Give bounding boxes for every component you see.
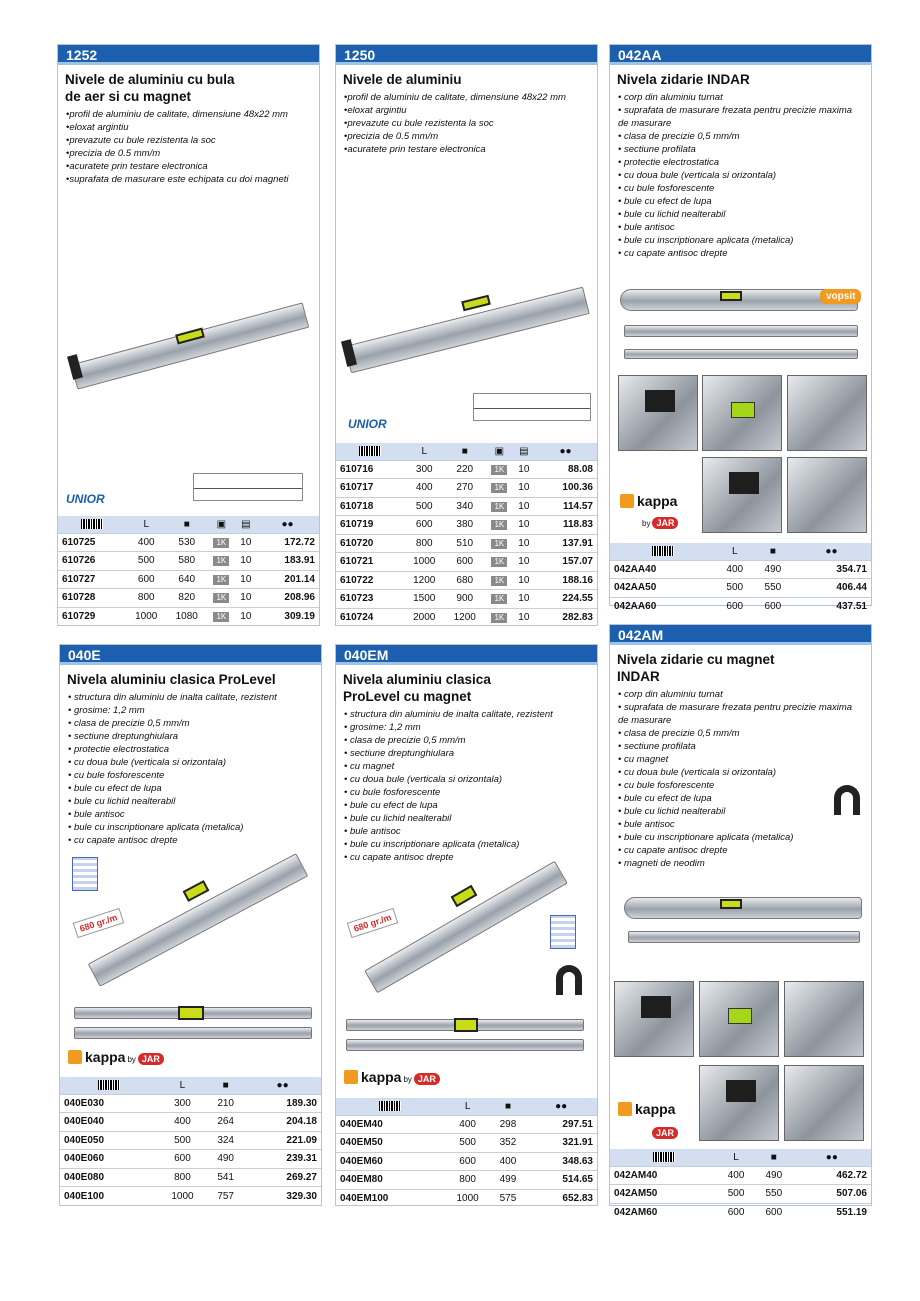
product-card-1252 xyxy=(57,44,320,626)
card-title: Nivela aluminiu clasica ProLevel cu magnet xyxy=(343,672,491,704)
product-card-040EM xyxy=(335,644,598,1206)
table-row: 040EM100 1000 575 652.83 xyxy=(336,1189,597,1208)
spec-table xyxy=(336,443,597,627)
coins-icon: ●● xyxy=(559,445,572,457)
coins-icon: ●● xyxy=(825,1151,838,1163)
package-icon: ▣ xyxy=(494,445,505,457)
table-header: L ■ ▣ ▤ ●● xyxy=(336,443,597,460)
kappa-icon xyxy=(618,1102,632,1116)
card-title: Nivele de aluminiu xyxy=(343,72,462,87)
weight-icon: ■ xyxy=(504,1100,511,1112)
kappa-logo: kappa xyxy=(618,1101,675,1117)
table-row: 042AM50 500 550 507.06 xyxy=(610,1185,871,1204)
spec-table xyxy=(336,1098,597,1208)
barcode-icon xyxy=(653,1152,675,1162)
vial-icon xyxy=(454,1018,478,1032)
spec-table xyxy=(60,1077,321,1205)
table-row: 610726 500 580 1K 10 183.91 xyxy=(58,552,319,571)
detail-photo xyxy=(618,375,698,451)
table-row: 040E100 1000 757 329.30 xyxy=(60,1187,321,1206)
jar-logo: by JAR xyxy=(640,513,678,529)
table-row: 042AA40 400 490 354.71 xyxy=(610,560,871,579)
coins-icon: ●● xyxy=(825,545,838,557)
package-icon: ▣ xyxy=(216,518,227,530)
kappa-logo: kappa by JAR xyxy=(344,1069,440,1085)
table-row: 042AM40 400 490 462.72 xyxy=(610,1166,871,1185)
detail-photo xyxy=(787,375,867,451)
table-header: L ■ ●● xyxy=(336,1098,597,1115)
table-row: 610724 2000 1200 1K 10 282.83 xyxy=(336,608,597,627)
detail-photo xyxy=(699,981,779,1057)
vial-icon xyxy=(178,1006,204,1020)
kappa-icon xyxy=(68,1050,82,1064)
weight-tag: 680 gr./m xyxy=(347,908,399,938)
dimension-diagram xyxy=(473,393,591,421)
table-row: 040E030 300 210 189.30 xyxy=(60,1094,321,1113)
card-title: Nivela zidarie cu magnet INDAR xyxy=(617,652,775,684)
spec-table xyxy=(58,516,319,626)
table-row: 040E060 600 490 239.31 xyxy=(60,1150,321,1169)
weight-icon: ■ xyxy=(183,518,190,530)
table-row: 610725 400 530 1K 10 172.72 xyxy=(58,533,319,552)
box-icon: ▤ xyxy=(519,445,529,457)
product-card-1250 xyxy=(335,44,598,626)
kappa-icon xyxy=(344,1070,358,1084)
spec-table xyxy=(610,1149,871,1222)
table-row: 040EM60 600 400 348.63 xyxy=(336,1152,597,1171)
product-card-042AA xyxy=(609,44,872,612)
kappa-icon xyxy=(620,494,634,508)
table-row: 040E080 800 541 269.27 xyxy=(60,1168,321,1187)
product-card-042AM xyxy=(609,624,872,1218)
barcode-icon xyxy=(81,519,103,529)
table-row: 610722 1200 680 1K 10 188.16 xyxy=(336,571,597,590)
level-image xyxy=(64,295,314,385)
feature-list: • structura din aluminiu de inalta calitate, rezistent • grosime: 1,2 mm • clasa de precizie 0,5 mm/m • sectiune dreptunghiulara • protectie electrostatica • cu doua bule (verticala si orizontala) • cu bule fosforescente • bule cu efect de lupa • bule cu lichid nealterabil • bule antisoc • bule cu inscriptionare aplicata (metalica) • cu capate antisoc drepte xyxy=(68,692,277,846)
feature-list: • corp din aluminiu turnat • suprafata de masurare frezata pentru precizie maxima de masurare • clasa de precizie 0,5 mm/m • sectiune profilata • protectie electrostatica • cu doua bule (verticala si orizontala) • cu bule fosforescente • bule cu efect de lupa • bule cu lichid nealterabil • bule antisoc • bule cu inscriptionare aplicata (metalica) • cu capate antisoc drepte xyxy=(618,92,853,259)
table-row: 040EM40 400 298 297.51 xyxy=(336,1115,597,1134)
card-title: Nivela zidarie INDAR xyxy=(617,72,750,87)
table-row: 610721 1000 600 1K 10 157.07 xyxy=(336,553,597,572)
coins-icon: ●● xyxy=(281,518,294,530)
card-code: 042AA xyxy=(610,45,871,65)
barcode-icon xyxy=(98,1080,120,1090)
unior-logo: UNIOR xyxy=(348,417,387,431)
table-row: 610719 600 380 1K 10 118.83 xyxy=(336,516,597,535)
coins-icon: ●● xyxy=(555,1100,568,1112)
detail-photo xyxy=(784,1065,864,1141)
table-row: 040EM80 800 499 514.65 xyxy=(336,1171,597,1190)
table-row: 040E050 500 324 221.09 xyxy=(60,1131,321,1150)
table-row: 610720 800 510 1K 10 137.91 xyxy=(336,534,597,553)
level-image xyxy=(80,845,320,995)
jar-logo: JAR xyxy=(652,1123,678,1139)
card-title: Nivela aluminiu clasica ProLevel xyxy=(67,672,276,687)
card-code: 040E xyxy=(60,645,321,665)
unior-logo: UNIOR xyxy=(66,492,105,506)
level-bottom-view xyxy=(346,1039,584,1051)
weight-icon: ■ xyxy=(770,1151,777,1163)
table-header: L ■ ●● xyxy=(610,1149,871,1166)
detail-photo xyxy=(702,457,782,533)
level-image xyxy=(340,280,594,380)
box-icon: ▤ xyxy=(241,518,251,530)
table-row: 610717 400 270 1K 10 100.36 xyxy=(336,479,597,498)
detail-photo xyxy=(699,1065,779,1141)
card-code: 040EM xyxy=(336,645,597,665)
table-row: 042AA60 600 600 437.51 xyxy=(610,597,871,616)
table-header: L ■ ▣ ▤ ●● xyxy=(58,516,319,533)
table-row: 040E040 400 264 204.18 xyxy=(60,1113,321,1132)
level-bottom-view xyxy=(74,1027,312,1039)
weight-icon: ■ xyxy=(222,1079,229,1091)
feature-list: • profil de aluminiu de calitate, dimensiune 48x22 mm • eloxat argintiu • prevazute cu bule rezistenta la soc • precizia de 0.5 mm/m • acuratete prin testare electronica xyxy=(336,88,597,156)
weight-icon: ■ xyxy=(461,445,468,457)
vopsit-badge: vopsit xyxy=(820,289,861,304)
table-header: L ■ ●● xyxy=(60,1077,321,1094)
detail-photo xyxy=(787,457,867,533)
table-row: 610723 1500 900 1K 10 224.55 xyxy=(336,590,597,609)
table-row: 610727 600 640 1K 10 201.14 xyxy=(58,570,319,589)
coins-icon: ●● xyxy=(276,1079,289,1091)
card-title: Nivele de aluminiu cu bula de aer si cu magnet xyxy=(65,72,235,104)
table-row: 610728 800 820 1K 10 208.96 xyxy=(58,589,319,608)
card-code: 1252 xyxy=(58,45,319,65)
feature-list: • structura din aluminiu de inalta calitate, rezistent • grosime: 1,2 mm • clasa de precizie 0,5 mm/m • sectiune dreptunghiulara • cu magnet • cu doua bule (verticala si orizontala) • cu bule fosforescente • bule cu efect de lupa • bule cu lichid nealterabil • bule antisoc • bule cu inscriptionare aplicata (metalica) • cu capate antisoc drepte xyxy=(344,709,553,863)
dimension-diagram xyxy=(193,473,303,501)
table-row: 042AA50 500 550 406.44 xyxy=(610,579,871,598)
magnet-icon xyxy=(834,785,860,815)
card-code: 1250 xyxy=(336,45,597,65)
weight-tag: 680 gr./m xyxy=(73,908,125,938)
weight-icon: ■ xyxy=(769,545,776,557)
table-row: 610716 300 220 1K 10 88.08 xyxy=(336,460,597,479)
feature-list: • profil de aluminiu de calitate, dimensiune 48x22 mm • eloxat argintiu • prevazute cu bule rezistenta la soc • precizia de 0.5 mm/m • acuratete prin testare electronica • suprafata de masurare este echipata cu doi magneti xyxy=(58,105,319,186)
table-row: 610729 1000 1080 1K 10 309.19 xyxy=(58,607,319,626)
table-header: L ■ ●● xyxy=(610,543,871,560)
kappa-logo: kappa by JAR xyxy=(68,1049,164,1065)
detail-photo xyxy=(702,375,782,451)
level-image xyxy=(356,850,576,1000)
table-row: 040EM50 500 352 321.91 xyxy=(336,1134,597,1153)
spec-table xyxy=(610,543,871,616)
product-card-040E xyxy=(59,644,322,1206)
detail-photo xyxy=(784,981,864,1057)
table-row: 610718 500 340 1K 10 114.57 xyxy=(336,497,597,516)
level-image xyxy=(624,887,864,951)
barcode-icon xyxy=(359,446,381,456)
barcode-icon xyxy=(379,1101,401,1111)
kappa-logo: kappa xyxy=(620,493,677,509)
table-row: 042AM60 600 600 551.19 xyxy=(610,1203,871,1222)
barcode-icon xyxy=(652,546,674,556)
card-code: 042AM xyxy=(610,625,871,645)
detail-photo xyxy=(614,981,694,1057)
feature-list: • corp din aluminiu turnat • suprafata de masurare frezata pentru precizie maxima de masurare • clasa de precizie 0,5 mm/m • sectiune profilata • cu magnet • cu doua bule (verticala si orizontala) • cu bule fosforescente • bule cu efect de lupa • bule cu lichid nealterabil • bule antisoc • bule cu inscriptionare aplicata (metalica) • cu capate antisoc drepte • magneti de neodim xyxy=(618,689,853,869)
